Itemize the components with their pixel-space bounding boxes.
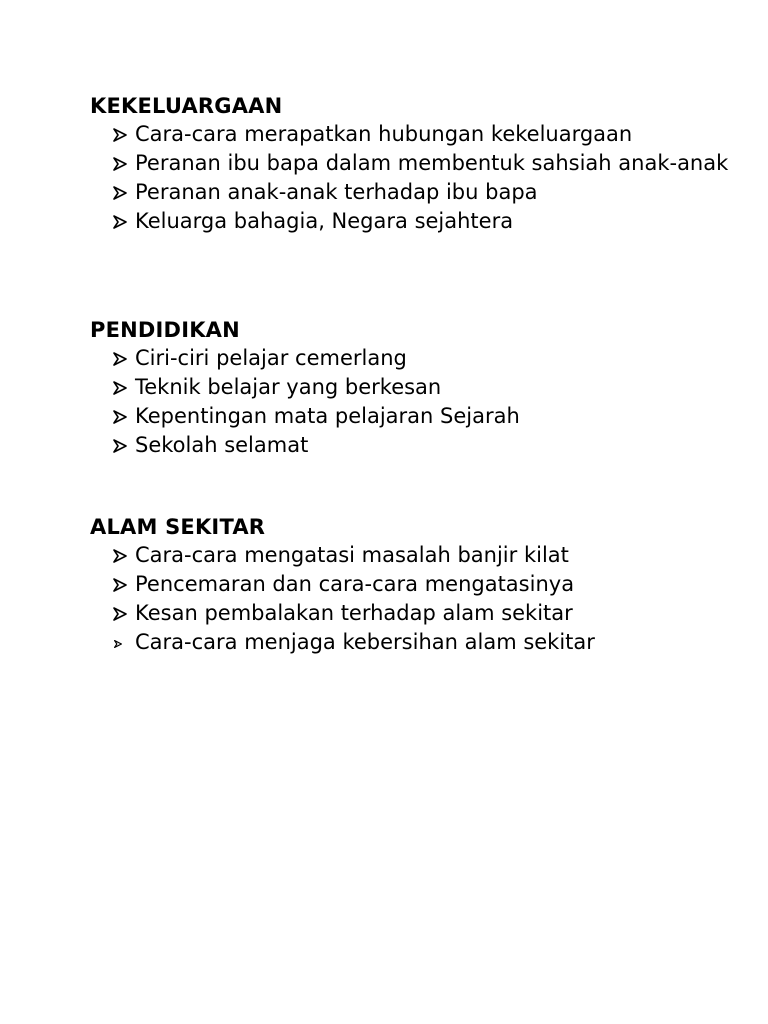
list-item [90,599,730,628]
list-item [90,431,730,460]
section-heading: KEKELUARGAAN [90,94,283,118]
list-item-text: Ciri-ciri pelajar cemerlang [135,346,407,370]
list-item [90,402,730,431]
list-item [90,373,730,402]
list-item-text: Cara-cara merapatkan hubungan kekeluargaan [135,122,633,146]
arrowhead-bullet-icon [112,207,130,236]
list-item [90,570,730,599]
topic-list [90,541,730,657]
section-heading: ALAM SEKITAR [90,515,266,539]
section-kekeluargaan [90,92,730,236]
topic-list [90,344,730,460]
arrowhead-bullet-icon [112,431,130,460]
list-item [90,628,730,657]
list-item-text: Keluarga bahagia, Negara sejahtera [135,209,514,233]
arrowhead-bullet-icon [112,344,130,373]
topic-list [90,120,730,236]
arrowhead-bullet-icon [112,149,130,178]
arrowhead-bullet-icon [112,402,130,431]
list-item [90,178,730,207]
list-item [90,207,730,236]
list-item [90,120,730,149]
list-item-text: Kesan pembalakan terhadap alam sekitar [135,601,573,625]
list-item-text: Pencemaran dan cara-cara mengatasinya [135,572,575,596]
list-item-text: Kepentingan mata pelajaran Sejarah [135,404,520,428]
section-heading: PENDIDIKAN [90,318,240,342]
list-item-text: Sekolah selamat [135,433,309,457]
list-item-text: Cara-cara mengatasi masalah banjir kilat [135,543,569,567]
arrowhead-bullet-icon [112,120,130,149]
arrowhead-bullet-icon [112,599,130,628]
arrowhead-bullet-icon [112,373,130,402]
list-item [90,149,730,178]
list-item-text: Cara-cara menjaga kebersihan alam sekitar [135,630,595,654]
section-alam-sekitar [90,513,730,657]
list-item-text: Peranan anak-anak terhadap ibu bapa [135,180,538,204]
list-item-text: Teknik belajar yang berkesan [135,375,442,399]
section-pendidikan [90,316,730,460]
list-item [90,541,730,570]
arrowhead-bullet-icon [112,178,130,207]
list-item [90,344,730,373]
arrowhead-bullet-icon [112,628,130,657]
arrowhead-bullet-icon [112,541,130,570]
arrowhead-bullet-icon [112,570,130,599]
list-item-text: Peranan ibu bapa dalam membentuk sahsiah anak-anak [135,151,729,175]
